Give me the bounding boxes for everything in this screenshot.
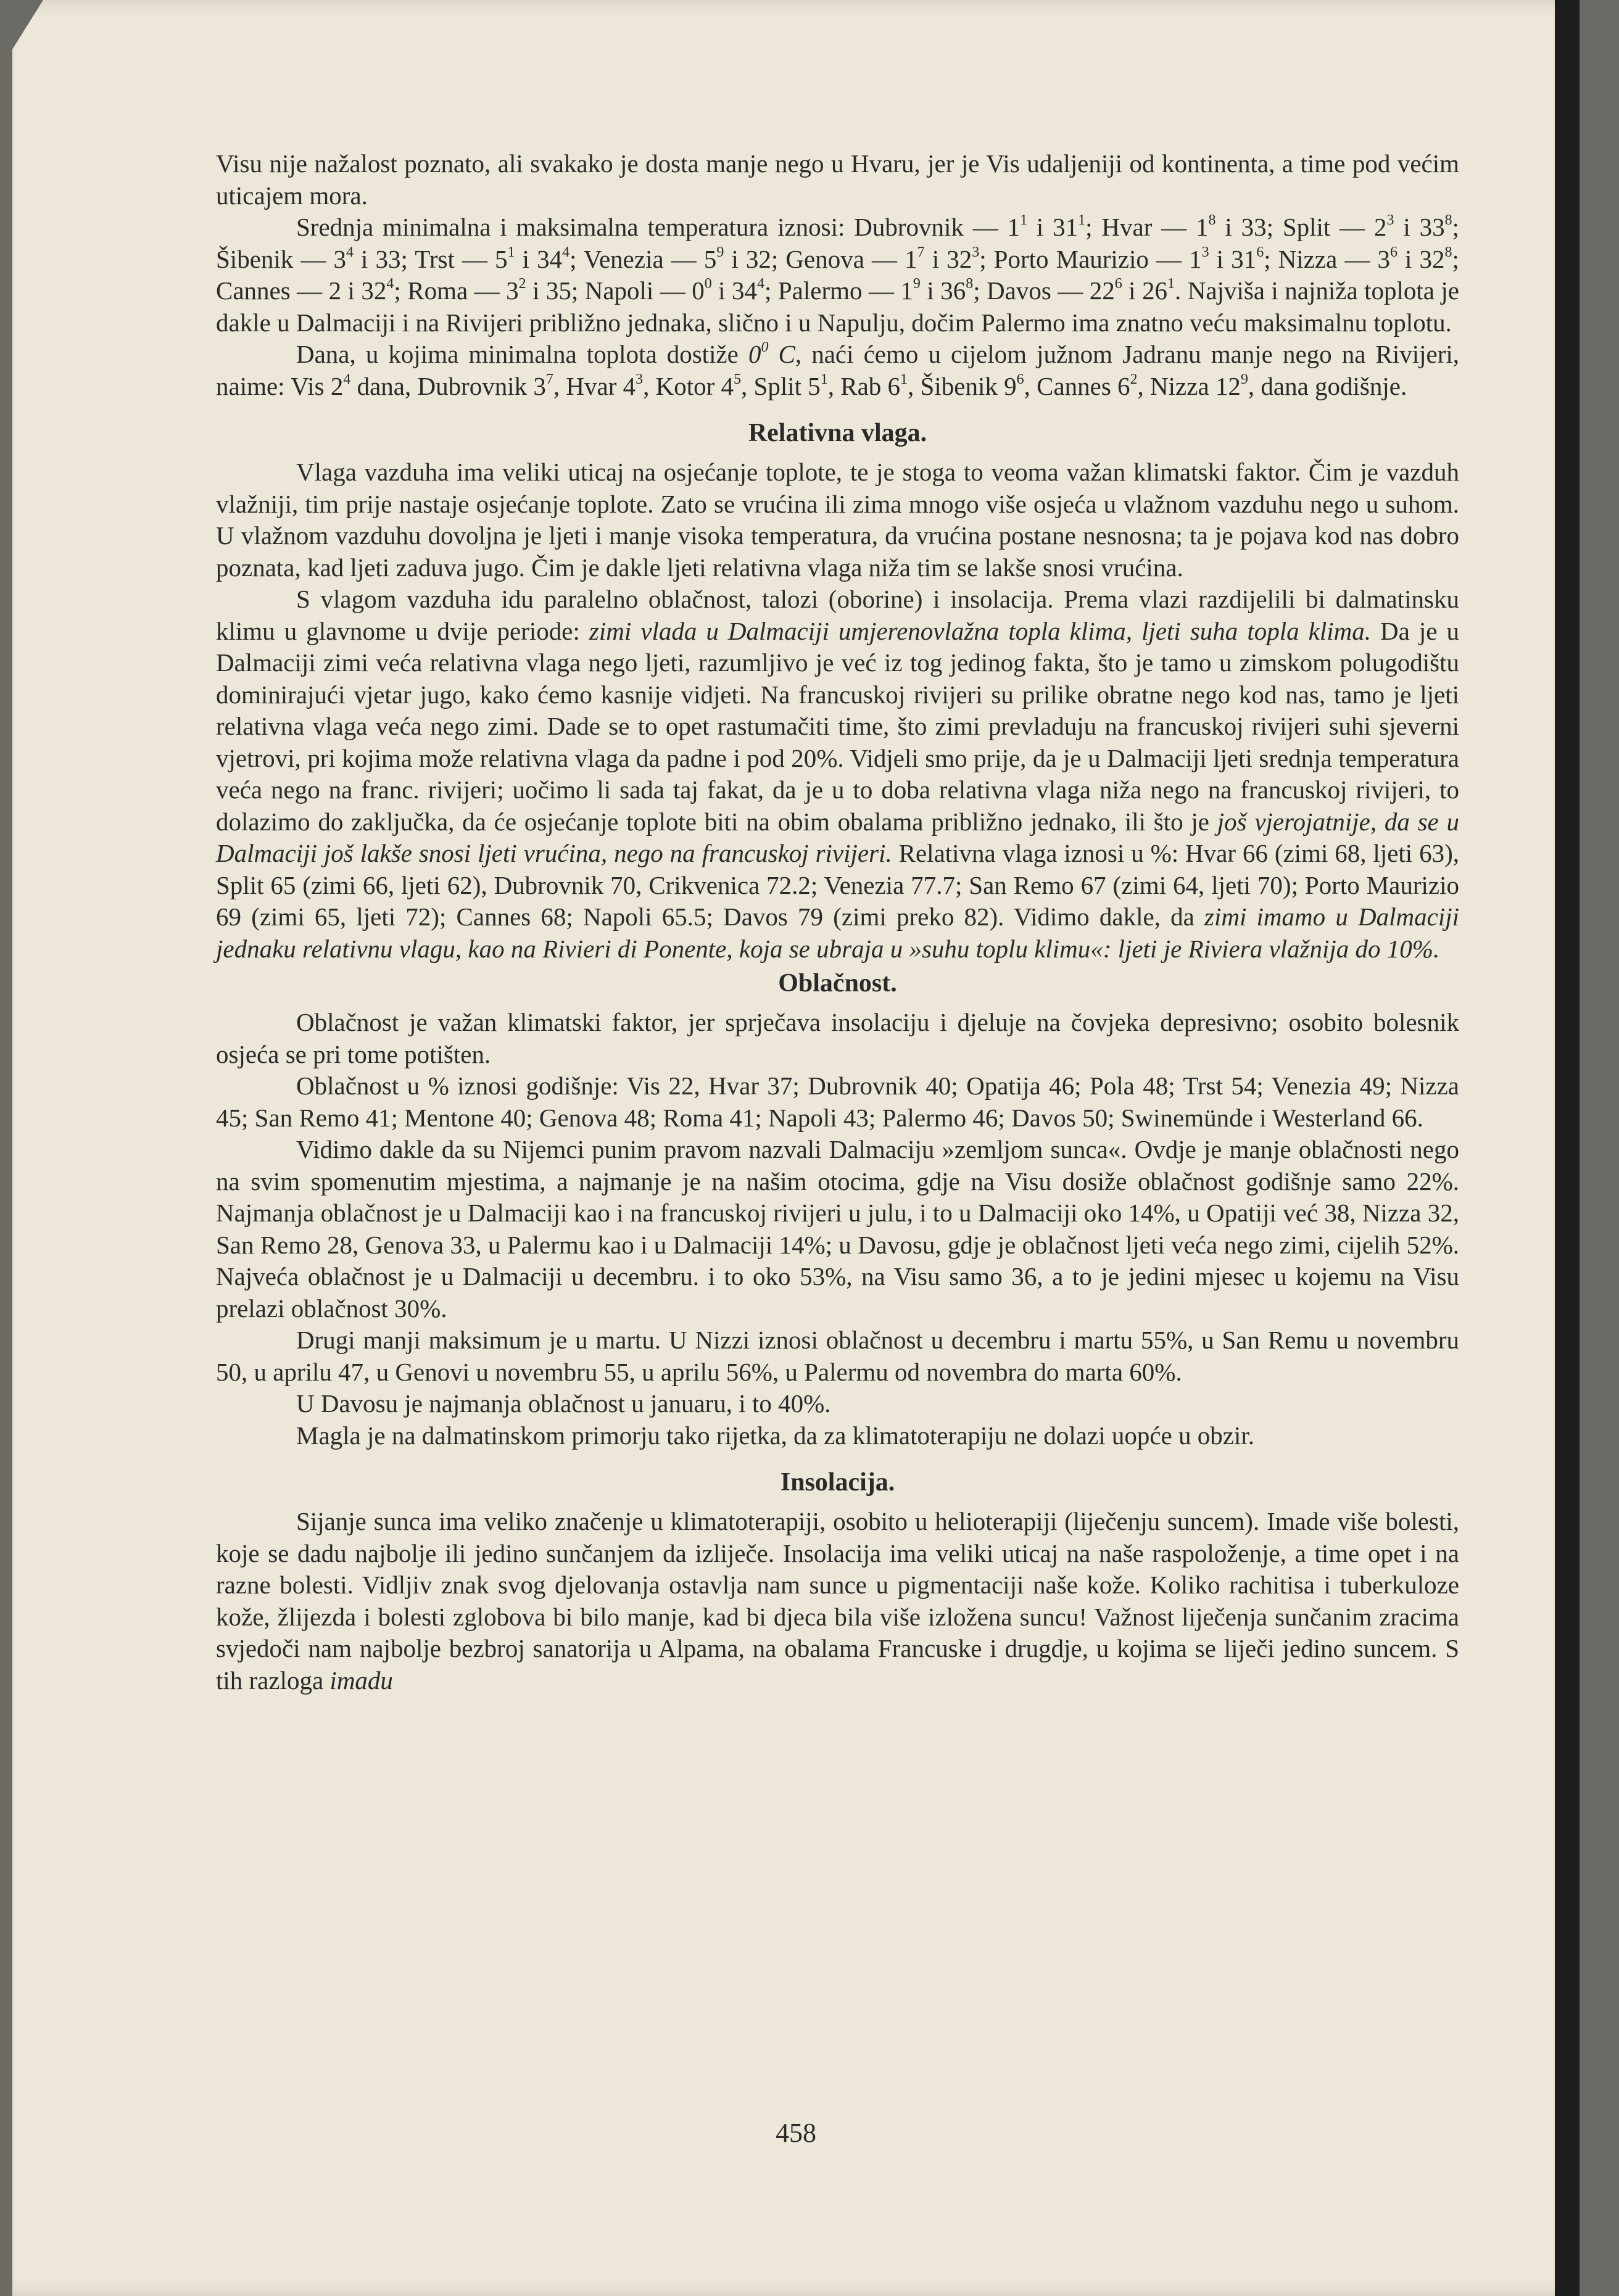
paragraph: Vlaga vazduha ima veliki uticaj na osjećanje toplote, te je stoga to veoma važan klimatski faktor. Čim je vazduh vlažniji, tim prije nastaje osjećanje toplote. Zato se vrućina ili zima mnogo više osjeća u vlažnom vazduhu nego u suhom. U vlažnom vazduhu dovoljna je ljeti i manje visoka temperatura, da vrućina postane nesnosna; ta je pojava kod nas dobro poznata, kad ljeti zaduva jugo. Čim je dakle ljeti relativna vlaga niža tim se lakše snosi vrućina. <box>216 458 1459 582</box>
paragraph-insolation: Sijanje sunca ima veliko značenje u klimatoterapiji, osobito u helioterapiji (liječenju suncem). Imade više bolesti, koje se dadu najbolje ili jedino sunčanjem da izliječe. Insolacija ima veliki uticaj na naše raspoloženje, a time opet i na razne bolesti. Vidljiv znak svog djelovanja ostavlja nam sunce u pigmentaciji naše kože. Koliko rachitisa i tuberkuloze kože, žlijezda i bolesti zglobova bi bilo manje, kad bi djeca bila više izložena suncu! Važnost liječenja sunčanim zracima svjedoči nam najbolje bezbroj sanatorija u Alpama, na obalama Francuske i drugdje, u kojima se liječi jedino suncem. S tih razloga imadu <box>216 1507 1459 1695</box>
section-heading-insolation: Insolacija. <box>780 1468 895 1497</box>
paragraph: Magla je na dalmatinskom primorju tako rijetka, da za klimatoterapiju ne dolazi uopće u obzir. <box>296 1421 1254 1450</box>
paragraph: Oblačnost je važan klimatski faktor, jer sprječava insolaciju i djeluje na čovjeka depresivno; osobito bolesnik osjeća se pri tome potišten. <box>216 1008 1459 1068</box>
page-text <box>216 148 1459 1696</box>
paragraph: U Davosu je najmanja oblačnost u januaru, i to 40%. <box>296 1389 831 1418</box>
paragraph: Visu nije nažalost poznato, ali svakako je dosta manje nego u Hvaru, jer je Vis udaljeniji od kontinenta, a time pod većim uticajem mora. <box>216 149 1459 210</box>
paragraph: Drugi manji maksimum je u martu. U Nizzi iznosi oblačnost u decembru i martu 55%, u San Remu u novembru 50, u aprilu 47, u Genovi u novembru 55, u aprilu 56%, u Palermu od novembra do marta 60%. <box>216 1326 1459 1386</box>
paragraph-humidity-details: S vlagom vazduha idu paralelno oblačnost, talozi (oborine) i insolacija. Prema vlazi razdijelili bi dalmatinsku klimu u glavnome u dvije periode: zimi vlada u Dalmaciji umjerenovlažna topla klima, ljeti suha topla klima. Da je u Dalmaciji zimi veća relativna vlaga nego ljeti, razumljivo je već iz tog jedinog fakta, što je tamo u zimskom polugodištu dominirajući vjetar jugo, kako ćemo kasnije vidjeti. Na francuskoj rivijeri su prilike obratne nego kod nas, tamo je ljeti relativna vlaga veća nego zimi. Dade se to opet rastumačiti time, što zimi prevladuju na francuskoj rivijeri suhi sjeverni vjetrovi, pri kojima može relativna vlaga da padne i pod 20%. Vidjeli smo prije, da je u Dalmaciji ljeti srednja temperatura veća nego na franc. rivijeri; uočimo li sada taj fakat, da je u to doba relativna vlaga niža nego na francuskoj rivijeri, to dolazimo do zaključka, da će osjećanje toplote biti na obim obalama približno jednako, ili što je još vjerojatnije, da se u Dalmaciji još lakše snosi ljeti vrućina, nego na francuskoj rivijeri. Relativna vlaga iznosi u %: Hvar 66 (zimi 68, ljeti 63), Split 65 (zimi 66, ljeti 62), Dubrovnik 70, Crikvenica 72.2; Venezia 77.7; San Remo 67 (zimi 64, ljeti 70); Porto Maurizio 69 (zimi 65, ljeti 72); Cannes 68; Napoli 65.5; Davos 79 (zimi preko 82). Vidimo dakle, da zimi imamo u Dalmaciji jednaku relativnu vlagu, kao na Rivieri di Ponente, koja se ubraja u »suhu toplu klimu«: ljeti je Riviera vlažnija do 10%. <box>216 585 1460 963</box>
paragraph-minimal-days: Dana, u kojima minimalna toplota dostiže $0^0$ C, naći ćemo u cijelom južnom Jadranu manje nego na Rivijeri, naime: Vis $2^4$ dana, Dubrovnik $3^7$, Hvar $4^3$, Kotor $4^5$, Split $5^1$, Rab $6^1$, Šibenik $9^6$, Cannes $6^2$, Nizza $12^9$, dana godišnje. <box>216 339 1460 400</box>
paragraph: Vidimo dakle da su Nijemci punim pravom nazvali Dalmaciju »zemljom sunca«. Ovdje je manje oblačnosti nego na svim spomenutim mjestima, a najmanje je na našim otocima, gdje na Visu dosiže oblačnost godišnje samo 22%. Najmanja oblačnost je u Dalmaciji kao i na francuskoj rivijeri u julu, i to u Dalmaciji oko 14%, u Opatiji već 38, Nizza 32, San Remo 28, Genova 33, u Palermu kao i u Dalmaciji 14%; u Davosu, gdje je oblačnost ljeti veća nego zimi, cijelih 52%. Najveća oblačnost je u Dalmaciji u decembru. i to oko 53%, na Visu samo 36, a to je jedini mjesec u kojemu na Visu prelazi oblačnost 30%. <box>216 1135 1459 1323</box>
section-heading-relative-humidity: Relativna vlaga. <box>748 419 927 447</box>
page-number: 458 <box>776 2118 816 2148</box>
book-page <box>12 0 1580 2296</box>
section-heading-cloudiness: Oblačnost. <box>778 969 897 997</box>
paragraph-temperature: Srednja minimalna i maksimalna temperatura iznosi: Dubrovnik — $1^1$ i $31^1$; Hvar — $1^8$ i 33; Split — $2^3$ i $33^8$; Šibenik — $3^4$ i 33; Trst — $5^1$ i $34^4$; Venezia — $5^9$ i 32; Genova — $1^7$ i $32^3$; Porto Maurizio — $1^3$ i $31^6$; Nizza — $3^6$ i $32^8$; Cannes — 2 i $32^4$; Roma — $3^2$ i 35; Napoli — $0^0$ i $34^4$; Palermo — $1^9$ i $36^8$; Davos — $22^6$ i $26^1$. Najviša i najniža toplota je dakle u Dalmaciji i na Rivijeri približno jednaka, slično i u Napulju, dočim Palermo ima znatno veću maksimalnu toplotu. <box>216 212 1460 337</box>
folded-corner <box>12 0 43 49</box>
paragraph: Oblačnost u % iznosi godišnje: Vis 22, Hvar 37; Dubrovnik 40; Opatija 46; Pola 48; Trst 54; Venezia 49; Nizza 45; San Remo 41; Mentone 40; Genova 48; Roma 41; Napoli 43; Palermo 46; Davos 50; Swinemünde i Westerland 66. <box>216 1072 1459 1132</box>
binding-edge <box>1555 0 1580 2296</box>
